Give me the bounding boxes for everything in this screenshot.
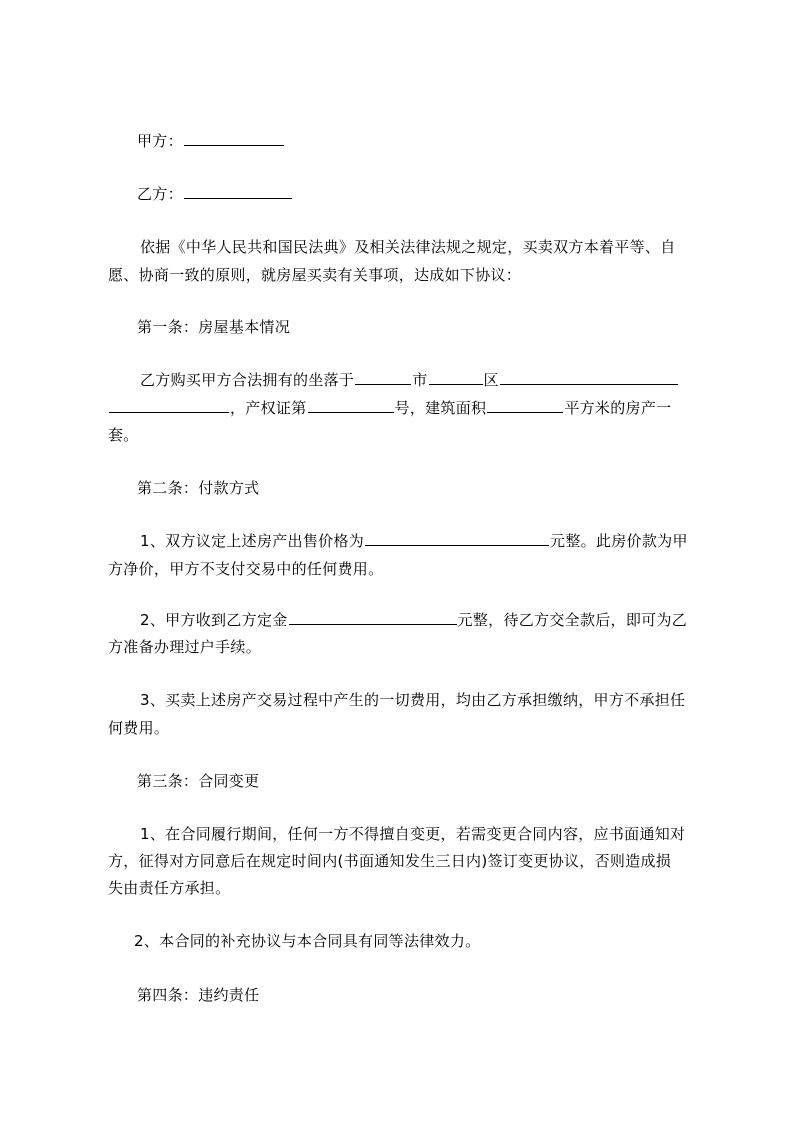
address-blank-cont <box>109 398 229 413</box>
party-b-line <box>0 184 793 204</box>
article-2-item-3-line-1: 3、买卖上述房产交易过程中产生的一切费用，均由乙方承担缴纳，甲方不承担任 <box>140 691 686 709</box>
article-3-heading: 第三条：合同变更 <box>137 772 260 790</box>
preamble-line-1: 依据《中华人民共和国民法典》及相关法律法规之规定，买卖双方本着平等、自 <box>140 238 676 256</box>
article-2-item-3-line-2: 何费用。 <box>108 719 170 737</box>
article-1-para-line-1 <box>0 370 793 390</box>
deposit-blank <box>289 610 457 625</box>
article-2-heading: 第二条：付款方式 <box>137 479 260 497</box>
party-a-blank <box>184 131 284 146</box>
article-3-item-1-line-3: 失由责任方承担。 <box>108 879 231 897</box>
article-1-text-f: 平方米的房产一 <box>564 399 672 417</box>
article-1-text-a: 乙方购买甲方合法拥有的坐落于 <box>140 371 355 389</box>
article-1-text-c: 区 <box>483 371 499 389</box>
address-blank <box>500 370 678 385</box>
certificate-number-blank <box>308 398 394 413</box>
article-1-para-line-3: 套。 <box>108 426 139 444</box>
article-2-item-2-text-a: 2、甲方收到乙方定金 <box>140 611 288 629</box>
article-4-heading: 第四条：违约责任 <box>137 986 260 1004</box>
article-1-text-d: ，产权证第 <box>230 399 307 417</box>
party-a-line <box>0 131 793 151</box>
article-1-heading: 第一条：房屋基本情况 <box>137 318 291 336</box>
article-2-item-1-text-b: 元整。此房价款为甲 <box>550 532 688 550</box>
article-3-item-2: 2、本合同的补充协议与本合同具有同等法律效力。 <box>134 932 481 950</box>
article-2-item-2-line-1 <box>0 610 793 630</box>
party-a-label: 甲方： <box>137 132 183 150</box>
party-b-blank <box>184 184 292 199</box>
city-blank <box>355 370 411 385</box>
article-2-item-1-line-2: 方净价，甲方不支付交易中的任何费用。 <box>108 560 384 578</box>
article-2-item-1-text-a: 1、双方议定上述房产出售价格为 <box>140 532 365 550</box>
article-1-text-e: 号，建筑面积 <box>394 399 487 417</box>
article-2-item-2-line-2: 方准备办理过户手续。 <box>108 638 262 656</box>
preamble-line-2: 愿、协商一致的原则，就房屋买卖有关事项，达成如下协议： <box>108 266 522 284</box>
article-2-item-2-text-b: 元整，待乙方交全款后，即可为乙 <box>457 611 688 629</box>
area-blank <box>487 398 563 413</box>
article-3-item-1-line-1: 1、在合同履行期间，任何一方不得擅自变更，若需变更合同内容，应书面通知对 <box>140 825 686 843</box>
price-blank <box>365 531 549 546</box>
article-3-item-1-line-2: 方，征得对方同意后在规定时间内(书面通知发生三日内)签订变更协议，否则造成损 <box>108 852 672 870</box>
district-blank <box>429 370 483 385</box>
article-1-para-line-2 <box>0 398 793 418</box>
article-2-item-1-line-1 <box>0 531 793 551</box>
party-b-label: 乙方： <box>137 185 183 203</box>
article-1-text-b: 市 <box>412 371 428 389</box>
